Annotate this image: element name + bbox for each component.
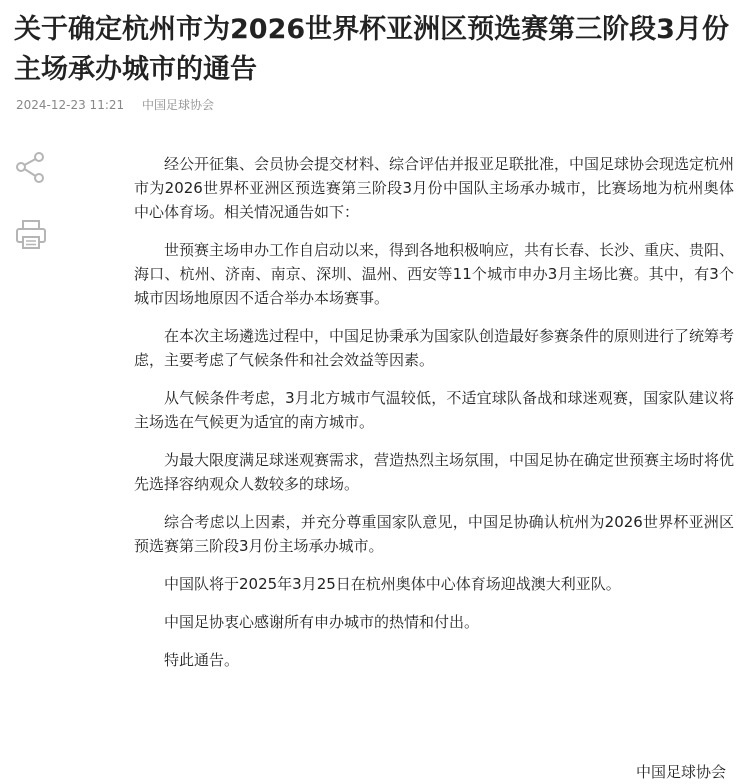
paragraph: 为最大限度满足球迷观赛需求，营造热烈主场氛围，中国足协在确定世预赛主场时将优先选择容纳观众人数较多的球场。: [134, 451, 735, 493]
printer-icon: [14, 218, 50, 254]
share-button[interactable]: [14, 150, 50, 186]
print-button[interactable]: [14, 218, 50, 254]
article-title: 关于确定杭州市为2026世界杯亚洲区预选赛第三阶段3月份主场承办城市的通告: [14, 14, 729, 85]
paragraph: 世预赛主场申办工作自启动以来，得到各地积极响应，共有长春、长沙、重庆、贵阳、海口、杭州、济南、南京、深圳、温州、西安等11个城市申办3月主场比赛。其中，有3个城市因场地原因不适合举办本场赛事。: [134, 241, 735, 307]
share-icon: [14, 150, 50, 186]
paragraph: 特此通告。: [164, 651, 240, 669]
paragraph: 中国足协衷心感谢所有申办城市的热情和付出。: [164, 613, 480, 631]
source-link[interactable]: 中国足球协会: [141, 98, 214, 112]
article-body: [134, 152, 734, 686]
article-meta: [16, 96, 214, 114]
signature: 中国足球协会: [635, 763, 726, 781]
paragraph: 综合考虑以上因素，并充分尊重国家队意见，中国足协确认杭州为2026世界杯亚洲区预选赛第三阶段3月份主场承办城市。: [134, 513, 734, 555]
paragraph: 中国队将于2025年3月25日在杭州奥体中心体育场迎战澳大利亚队。: [164, 575, 621, 593]
paragraph: 经公开征集、会员协会提交材料、综合评估并报亚足联批准，中国足球协会现选定杭州市为2026世界杯亚洲区预选赛第三阶段3月份中国队主场承办城市，比赛场地为杭州奥体中心体育场。相关情况通告如下：: [134, 155, 735, 221]
publish-date: 2024-12-23 11:21: [16, 98, 125, 112]
paragraph: 从气候条件考虑，3月北方城市气温较低，不适宜球队备战和球迷观赛，国家队建议将主场选在气候更为适宜的南方城市。: [134, 389, 734, 431]
paragraph: 在本次主场遴选过程中，中国足协秉承为国家队创造最好参赛条件的原则进行了统筹考虑，主要考虑了气候条件和社会效益等因素。: [134, 327, 735, 369]
